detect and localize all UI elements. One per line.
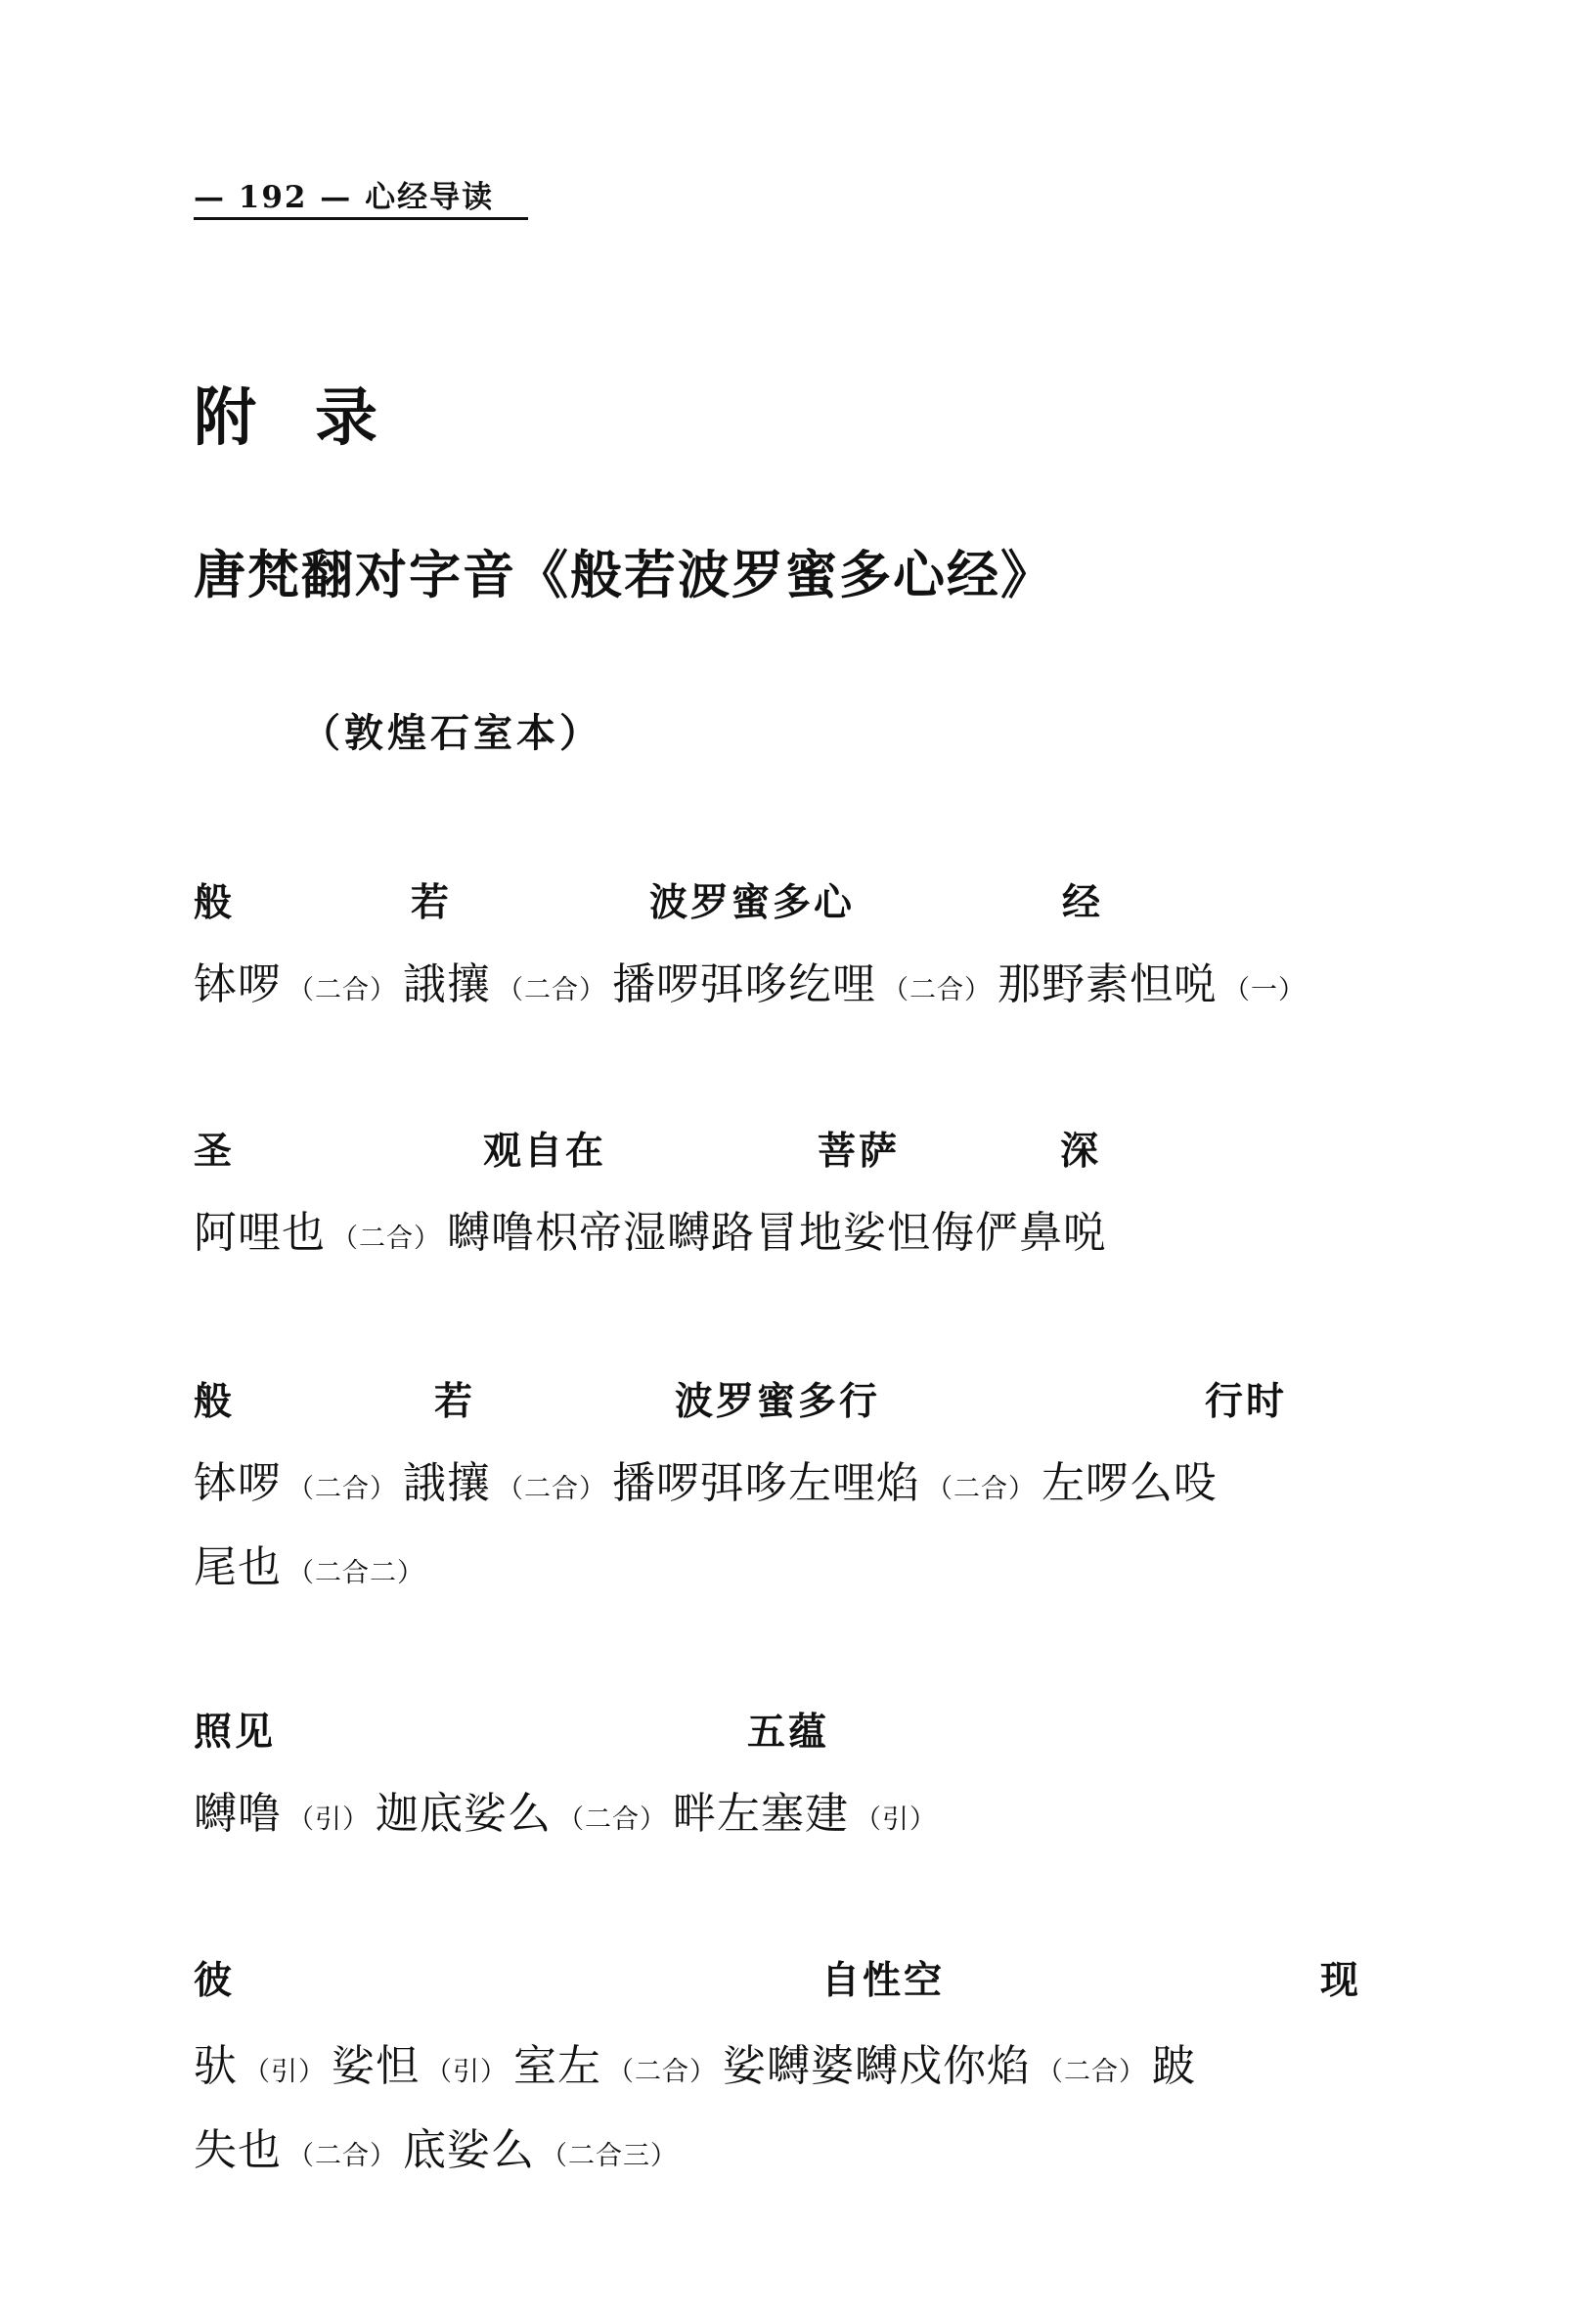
reading-note: （引） [288,1804,370,1835]
gloss-word: 波罗蜜多行 [675,1379,881,1424]
running-header [194,168,528,220]
syllables: 嚩噜枳帝湿嚩路冒地娑怛侮俨鼻哾 [447,1208,1107,1258]
reading-note: （二合） [557,1804,667,1835]
running-head-text: — 192 — 心经导读 [194,180,495,215]
reading-note: （二合） [288,1474,397,1504]
syllables: 左啰么吺 [1042,1458,1218,1508]
syllables: 钵啰 [194,959,282,1009]
gloss-word: 观自在 [483,1129,607,1174]
syllables: 失也 [194,2125,282,2175]
syllables: 那野素怛哾 [998,959,1218,1009]
reading-note: （引） [425,2057,508,2087]
reading-note: （二合） [926,1474,1036,1504]
gloss-word: 深 [1060,1129,1102,1174]
syllables: 娑怛 [332,2041,420,2091]
transliteration-line [194,1532,430,1594]
gloss-word: 照见 [194,1710,277,1755]
reading-note: （引） [855,1804,937,1835]
reading-note: （二合） [497,1474,606,1504]
syllables: 娑嚩婆嚩戍你焰 [723,2041,1031,2091]
reading-note: （引） [244,2057,326,2087]
gloss-word: 若 [434,1379,476,1424]
gloss-word: 菩萨 [818,1129,901,1174]
transliteration-line [194,2030,1196,2093]
document-title: 唐梵翻对字音《般若波罗蜜多心经》 [194,545,1054,605]
gloss-word: 经 [1062,880,1104,925]
gloss-word: 五蕴 [747,1710,830,1755]
reading-note: （二合） [607,2057,717,2087]
gloss-word: 彼 [194,1958,236,2003]
reading-note: （二合） [288,975,397,1005]
reading-note: （二合） [332,1224,441,1254]
syllables: 尾也 [194,1542,282,1592]
reading-note: （二合三） [541,2141,678,2171]
reading-note: （二合二） [288,1558,424,1588]
syllables: 播啰弭哆左哩焰 [612,1458,920,1508]
syllables: 播啰弭哆纥哩 [612,959,876,1009]
gloss-word: 波罗蜜多心 [649,880,856,925]
gloss-word: 自性空 [821,1958,946,2003]
appendix-heading: 附录 [194,381,436,455]
gloss-word: 若 [411,880,453,925]
syllables: 誐攘 [403,959,491,1009]
gloss-word: 现 [1320,1958,1362,2003]
syllables: 跛 [1152,2041,1196,2091]
syllables: 迦底娑么 [376,1789,552,1839]
reading-note: （一） [1223,975,1306,1005]
edition-note: （敦煌石室本） [301,710,602,756]
syllables: 钵啰 [194,1458,282,1508]
gloss-word: 般 [194,880,236,925]
reading-note: （二合） [1037,2057,1146,2087]
syllables: 嚩噜 [194,1789,282,1839]
transliteration-line [194,1778,943,1841]
gloss-word: 圣 [194,1129,236,1174]
syllables: 阿哩也 [194,1208,326,1258]
syllables: 室左 [513,2041,601,2091]
reading-note: （二合） [497,975,606,1005]
syllables: 畔左塞建 [673,1789,849,1839]
transliteration-line [194,2115,684,2177]
reading-note: （二合） [288,2141,397,2171]
transliteration-line [194,1448,1218,1510]
gloss-word: 般 [194,1379,236,1424]
reading-note: （二合） [882,975,992,1005]
transliteration-line [194,1197,1107,1260]
gloss-word: 行时 [1205,1379,1288,1424]
transliteration-line [194,949,1311,1011]
syllables: 誐攘 [403,1458,491,1508]
syllables: 底娑么 [403,2125,535,2175]
syllables: 驮 [194,2041,238,2091]
